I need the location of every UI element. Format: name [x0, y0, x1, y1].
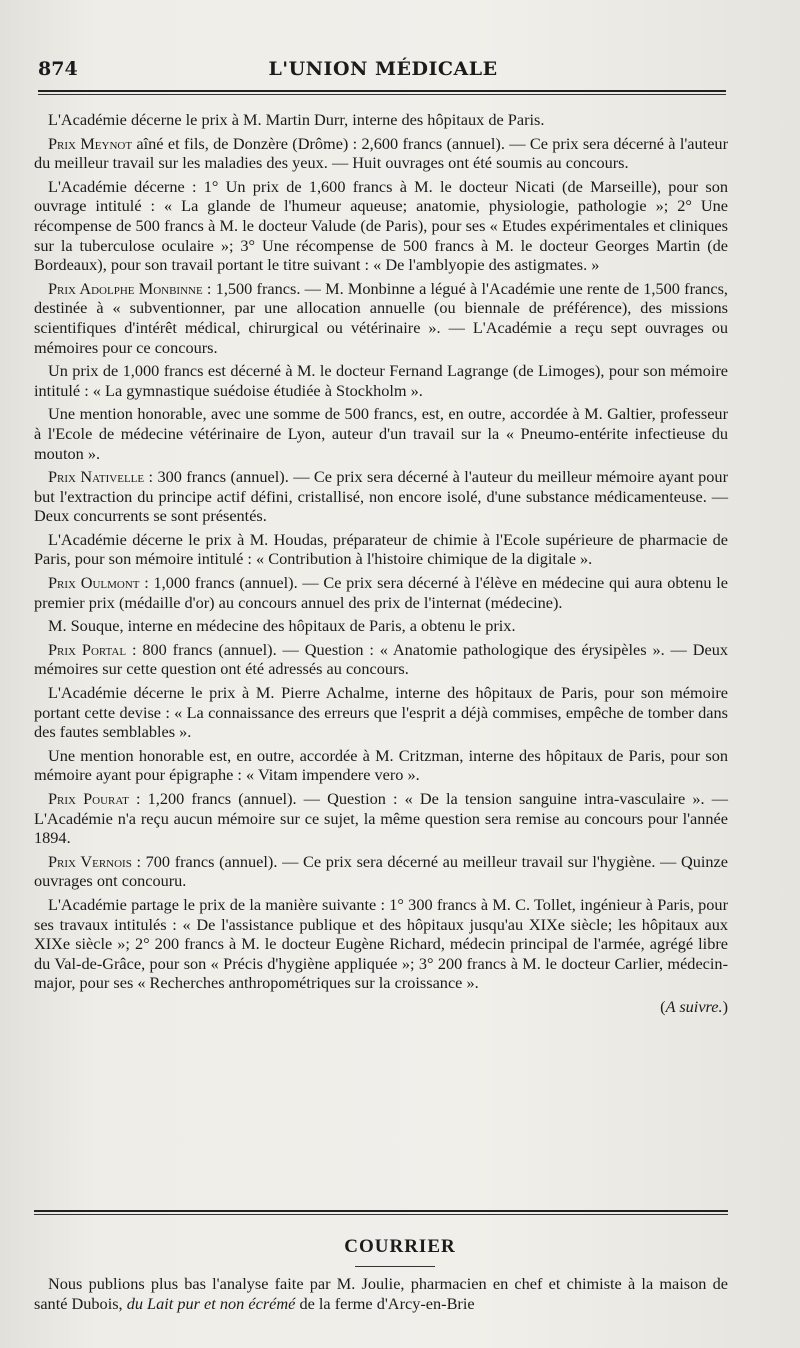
suite-text: A suivre. — [665, 996, 723, 1016]
prize-name: Prix Pourat — [48, 789, 129, 808]
paragraph — [34, 530, 728, 569]
paragraph-text: : 1,500 francs. — M. Monbinne a légué à l'Académie une rente de 1,500 francs, destinée à « subventionner, par une allocation annuelle (ou biennale de préférence), des missions scientifiques d'intérêt médical, chirurgical ou vétérinaire ». — L'Académie a reçu sept ouvrages ou mémoires pour ce concours. — [34, 278, 728, 357]
prize-name: Prix Portal — [48, 639, 127, 659]
paragraph — [34, 110, 728, 130]
paragraph — [34, 640, 728, 679]
paragraph-text: L'Académie décerne le prix à M. Houdas, préparateur de chimie à l'Ecole supérieure de pharmacie de Paris, pour son mémoire intitulé : « Contribution à l'histoire chimique de la digitale ». — [34, 529, 728, 569]
paragraph-text: : 1,000 francs (annuel). — Ce prix sera décerné à l'élève en médecine qui aura obtenu le premier prix (médaille d'or) au concours annuel des prix de l'internat (médecine). — [34, 573, 728, 612]
paragraph-text: M. Souque, interne en médecine des hôpitaux de Paris, a obtenu le prix. — [48, 616, 516, 636]
paragraph-text: aîné et fils, de Donzère (Drôme) : 2,600 francs (annuel). — Ce prix sera décerné à l'auteur du meilleur travail sur les maladies des yeux. — Huit ouvrages ont été soumis au concours. — [34, 133, 728, 173]
paragraph — [34, 1274, 728, 1314]
paragraph — [34, 404, 728, 463]
paragraph-text: Nous publions plus bas l'analyse faite par M. Joulie, pharmacien en chef et chimiste à la maison de santé Dubois, — [34, 1274, 728, 1313]
paragraph — [34, 852, 728, 891]
to-be-continued: (A suivre.) — [660, 996, 728, 1016]
paragraph — [34, 467, 728, 526]
page-header — [38, 58, 728, 86]
paragraph-text: L'Académie décerne : 1° Un prix de 1,600 francs à M. le docteur Nicati (de Marseille), pour son ouvrage intitulé : « La glande de l'humeur aqueuse; anatomie, physiologie, pathologie »; 2° Une récompense de 500 francs à M. le docteur Valude (de Paris), pour ses « Etudes expérimentales et cliniques sur la tuberculose oculaire »; 3° Une récompense de 500 francs à M. le docteur Georges Martin (de Bordeaux), pour son travail portant le titre suivant : « De l'amblyopie des astigmates. » — [34, 176, 728, 275]
paragraph-text: : 1,200 francs (annuel). — Question : « De la tension sanguine intra-vasculaire ». — L'Académie n'a reçu aucun mémoire sur ce sujet, la même question sera remise au concours pour l'année 1894. — [34, 789, 728, 848]
prize-name: Prix Oulmont — [48, 573, 140, 593]
paragraph-text: : 700 francs (annuel). — Ce prix sera décerné au meilleur travail sur l'hygiène. — Quinze ouvrages ont concouru. — [34, 851, 728, 891]
paragraph — [34, 895, 728, 993]
prize-name: Prix Adolphe Monbinne — [48, 278, 203, 298]
journal-title: L'UNION MÉDICALE — [268, 58, 498, 80]
paragraph-text: L'Académie décerne le prix à M. Pierre Achalme, interne des hôpitaux de Paris, pour son mémoire portant cette devise : « La connaissance des erreurs que l'esprit a déjà commises, empêche de tomber dans des fautes semblables ». — [34, 683, 728, 742]
paragraph — [34, 746, 728, 785]
paragraph-text: : 300 francs (annuel). — Ce prix sera décerné à l'auteur du meilleur mémoire ayant pour but l'extraction du principe actif défini, cristallisé, non encore isolé, d'une substance médicamenteuse. — Deux concurrents se sont présentés. — [34, 467, 728, 526]
article-body — [34, 110, 728, 1017]
paragraph — [34, 789, 728, 848]
paragraph-text: Un prix de 1,000 francs est décerné à M. le docteur Fernand Lagrange (de Limoges), pour son mémoire intitulé : « La gymnastique suédoise étudiée à Stockholm ». — [34, 361, 728, 400]
section-title-rule — [355, 1266, 435, 1267]
paragraph-text: de la ferme d'Arcy-en-Brie — [295, 1294, 475, 1313]
paragraph — [34, 134, 728, 173]
paragraph-text: L'Académie décerne le prix à M. Martin Durr, interne des hôpitaux de Paris. — [48, 110, 545, 129]
section-divider-rule — [34, 1210, 728, 1215]
paragraph-text: : 800 francs (annuel). — Question : « Anatomie pathologique des érysipèles ». — Deux mémoires sur cette question ont été adressés au concours. — [34, 639, 728, 679]
prize-name: Prix Nativelle — [48, 467, 145, 487]
page-number: 874 — [38, 58, 78, 80]
paragraph — [34, 361, 728, 400]
section-title: COURRIER — [344, 1236, 456, 1257]
paragraph — [34, 683, 728, 742]
paragraph — [34, 616, 728, 636]
paragraph — [34, 573, 728, 612]
italic-text: du Lait pur et non écrémé — [126, 1294, 296, 1313]
paragraph-text: Une mention honorable est, en outre, accordée à M. Critzman, interne des hôpitaux de Paris, pour son mémoire ayant pour épigraphe : « Vitam impendere vero ». — [34, 745, 728, 785]
header-rule — [38, 90, 726, 95]
prize-name: Prix Vernois — [48, 851, 132, 871]
paragraph — [34, 279, 728, 357]
courrier-body — [34, 1274, 728, 1314]
prize-name: Prix Meynot — [48, 133, 133, 153]
paragraph-text: Une mention honorable, avec une somme de 500 francs, est, en outre, accordée à M. Galtier, professeur à l'Ecole de médecine vétérinaire de Lyon, auteur d'un travail sur la « Pneumo-entérite infectieuse du mouton ». — [34, 404, 728, 463]
paragraph — [34, 177, 728, 275]
paragraph-text: L'Académie partage le prix de la manière suivante : 1° 300 francs à M. C. Tollet, ingénieur à Paris, pour ses travaux intitulés : « De l'assistance publique et des hôpitaux jusqu'au XIXe siècle; les hôpitaux aux XIXe siècle »; 2° 200 francs à M. le docteur Eugène Richard, médecin principal de l'armée, agrégé libre du Val-de-Grâce, pour son « Précis d'hygiène appliquée »; 3° 200 francs à M. le docteur Carlier, médecin-major, pour ses « Recherches anthropométriques sur la croissance ». — [34, 894, 728, 993]
